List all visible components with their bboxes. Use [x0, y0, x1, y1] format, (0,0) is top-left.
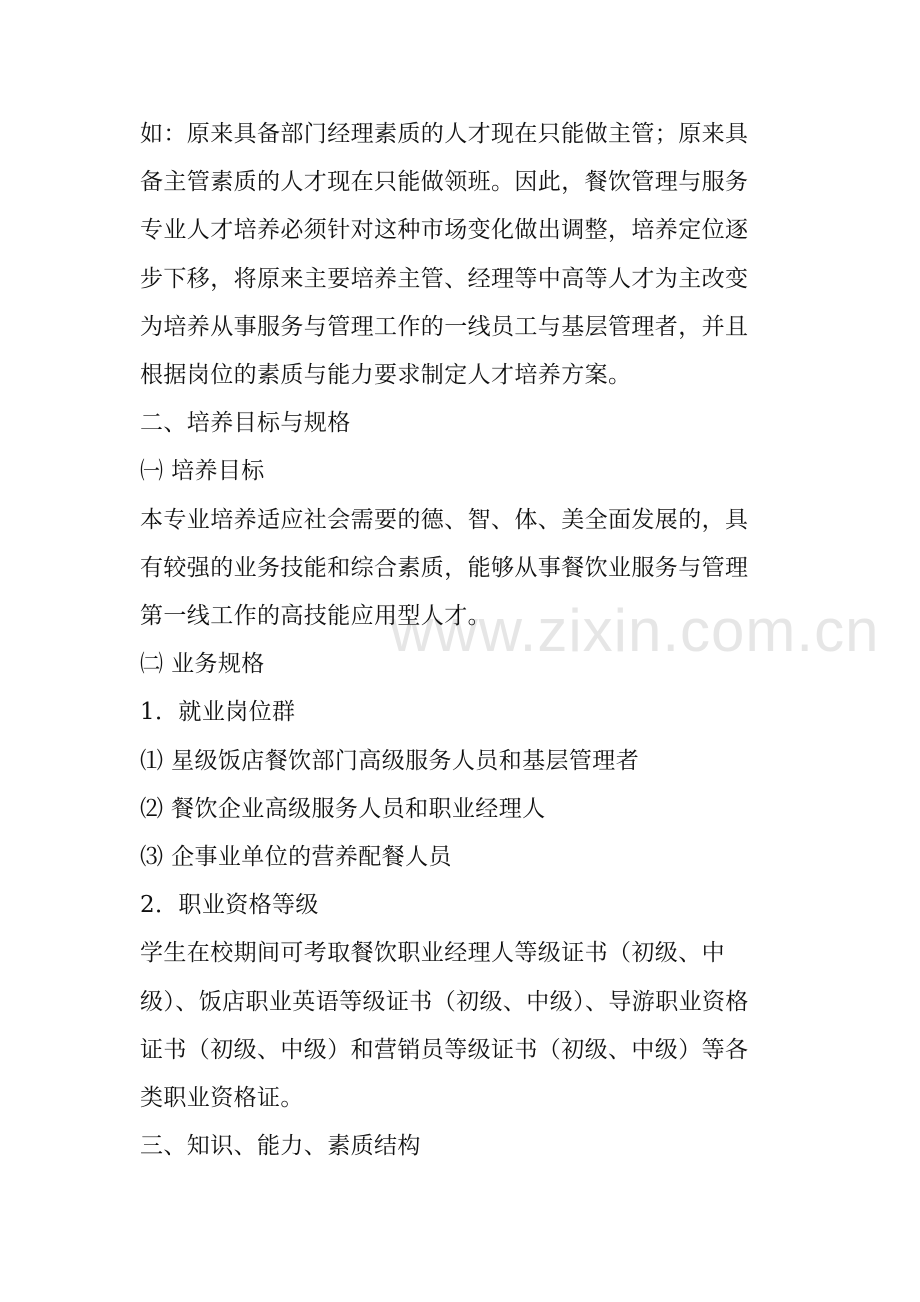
section-heading: 二、培养目标与规格 [140, 410, 351, 436]
paragraph-line: 有较强的业务技能和综合素质，能够从事餐饮业服务与管理 [140, 555, 749, 581]
subsection-heading: ㈠ 培养目标 [140, 458, 265, 484]
paragraph-line: 级）、饭店职业英语等级证书（初级、中级）、导游职业资格 [140, 989, 749, 1015]
paragraph-line: 学生在校期间可考取餐饮职业经理人等级证书（初级、中 [140, 940, 725, 966]
watermark: www.zixin.com.cn [390, 597, 880, 664]
paragraph-line: 备主管素质的人才现在只能做领班。因此，餐饮管理与服务 [140, 169, 749, 195]
paragraph-line: 证书（初级、中级）和营销员等级证书（初级、中级）等各 [140, 1037, 749, 1063]
paragraph-line: 本专业培养适应社会需要的德、智、体、美全面发展的，具 [140, 507, 749, 533]
paragraph-line: 专业人才培养必须针对这种市场变化做出调整，培养定位逐 [140, 217, 749, 243]
paragraph-line: 为培养从事服务与管理工作的一线员工与基层管理者，并且 [140, 314, 749, 340]
list-item: ⑵ 餐饮企业高级服务人员和职业经理人 [140, 796, 546, 822]
paragraph-line: 根据岗位的素质与能力要求制定人才培养方案。 [140, 362, 632, 388]
subsection-heading: ㈡ 业务规格 [140, 651, 265, 677]
paragraph-line: 类职业资格证。 [140, 1085, 304, 1111]
list-item: ⑴ 星级饭店餐饮部门高级服务人员和基层管理者 [140, 748, 640, 774]
paragraph-line: 步下移，将原来主要培养主管、经理等中高等人才为主改变 [140, 266, 749, 292]
list-item-heading: 1．就业岗位群 [140, 699, 296, 725]
paragraph-line: 如：原来具备部门经理素质的人才现在只能做主管；原来具 [140, 121, 749, 147]
section-heading: 三、知识、能力、素质结构 [140, 1133, 421, 1159]
paragraph-line: 第一线工作的高技能应用型人才。 [140, 603, 491, 629]
list-item: ⑶ 企事业单位的营养配餐人员 [140, 844, 452, 870]
list-item-heading: 2．职业资格等级 [140, 892, 319, 918]
